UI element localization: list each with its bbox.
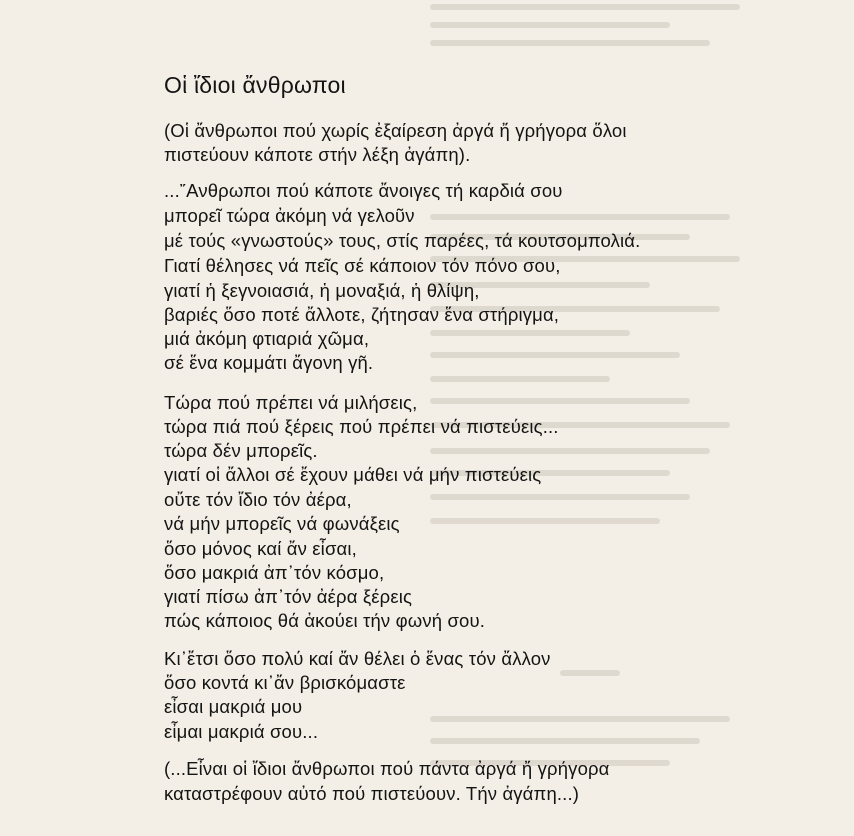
stanza1-line: μπορεῖ τώρα ἀκόμη νά γελοῦν — [164, 205, 415, 226]
stanza2-line: Τώρα πού πρέπει νά μιλήσεις, — [164, 392, 418, 413]
stanza2-line: γιατί πίσω ἀπ᾽τόν ἀέρα ξέρεις — [164, 586, 413, 607]
stanza3-line: ὅσο κοντά κι᾽ἄν βρισκόμαστε — [164, 672, 406, 693]
stanza1-line: βαριές ὅσο ποτέ ἄλλοτε, ζήτησαν ἕνα στήριγμα, — [164, 304, 560, 325]
stanza2-line: τώρα πιά πού ξέρεις πού πρέπει νά πιστεύεις... — [164, 416, 559, 437]
intro-line: (Οἱ ἄνθρωποι πού χωρίς ἐξαίρεση ἀργά ἤ γρήγορα ὅλοι — [164, 120, 627, 141]
stanza1-line: μιά ἀκόμη φτιαριά χῶμα, — [164, 328, 370, 349]
stanza2-line: ὅσο μακριά ἀπ᾽τόν κόσμο, — [164, 562, 385, 583]
stanza1-line: μέ τούς «γνωστούς» τους, στίς παρέες, τά κουτσομπολιά. — [164, 230, 641, 251]
stanza3-line: εἶμαι μακριά σου... — [164, 721, 319, 742]
outro-line: (...Εἶναι οἱ ἴδιοι ἄνθρωποι πού πάντα ἀργά ἤ γρήγορα — [164, 758, 610, 779]
stanza1-line: γιατί ἡ ξεγνοιασιά, ἡ μοναξιά, ἡ θλίψη, — [164, 280, 480, 301]
stanza3-line: Κι᾽ἔτσι ὅσο πολύ καί ἄν θέλει ὁ ἕνας τόν ἄλλον — [164, 648, 551, 669]
poem-title: Οἱ ἴδιοι ἄνθρωποι — [164, 72, 346, 98]
stanza2-line: πώς κάποιος θά ἀκούει τήν φωνή σου. — [164, 610, 486, 631]
stanza1-line: ...῎Ανθρωποι πού κάποτε ἄνοιγες τή καρδιά σου — [164, 180, 563, 201]
stanza3-line: εἶσαι μακριά μου — [164, 696, 303, 717]
stanza2-line: γιατί οἱ ἄλλοι σέ ἔχουν μάθει νά μήν πιστεύεις — [164, 464, 542, 485]
stanza2-line: οὔτε τόν ἴδιο τόν ἀέρα, — [164, 489, 352, 510]
stanza2-line: νά μήν μπορεῖς νά φωνάξεις — [164, 513, 400, 534]
intro-line: πιστεύουν κάποτε στήν λέξη ἀγάπη). — [164, 144, 471, 165]
outro-line: καταστρέφουν αὐτό πού πιστεύουν. Τήν ἀγάπη...) — [164, 783, 580, 804]
stanza1-line: Γιατί θέλησες νά πεῖς σέ κάποιον τόν πόνο σου, — [164, 255, 561, 276]
stanza1-line: σέ ἕνα κομμάτι ἄγονη γῆ. — [164, 352, 374, 373]
stanza2-line: τώρα δέν μπορεῖς. — [164, 440, 318, 461]
poem-page — [164, 0, 824, 836]
stanza2-line: ὅσο μόνος καί ἄν εἶσαι, — [164, 538, 357, 559]
